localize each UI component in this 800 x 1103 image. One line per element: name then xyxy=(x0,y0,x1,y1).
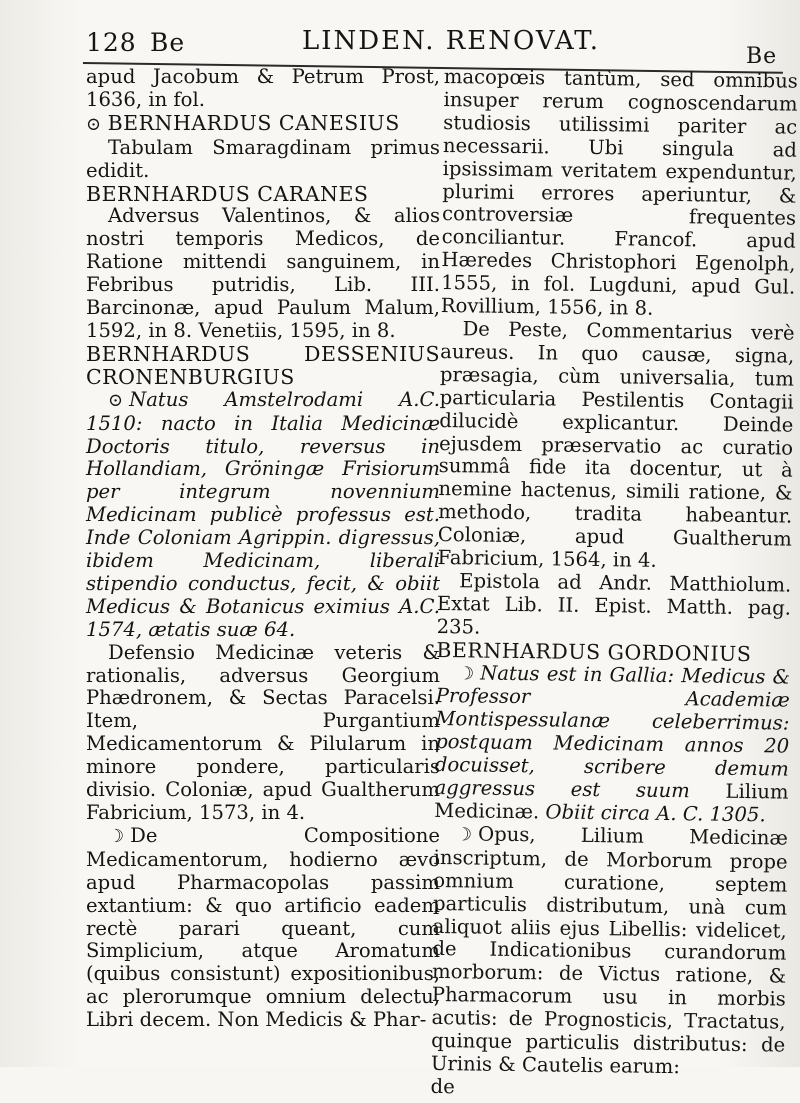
entry-text: Epistola ad Andr. Matthiolum. Extat Lib. II. Epist. Matth. pag. 235. xyxy=(436,569,792,639)
circle-dot-icon: ⊙ xyxy=(86,113,102,135)
author-heading: BERNHARDUS CARANES xyxy=(86,181,369,206)
author-heading: ⊙ BERNHARDUS CANESIUS xyxy=(86,110,400,135)
crescent-moon-icon: ☽ xyxy=(108,825,125,847)
author-heading: BERNHARDUS GORDONIUS xyxy=(436,637,752,666)
page-number: 128 xyxy=(86,28,137,57)
entry-text: ☽ Opus, Lilium Medicinæ inscriptum, de Morborum prope omnium curatione, septem particulis distributum, unà cum aliquot aliis ejus Libellis: videlicet, de Indicationibus curandorum morborum: de Victus ratione, & Pharmacorum usu in morbis acutis: de Prognosticis, Tractatus, quinque particulis distributus: de Urinis & Cautelis earum: xyxy=(430,822,789,1079)
entry-text: apud Jacobum & Petrum Prost, 1636, in fol. xyxy=(86,65,440,111)
header-letter-left: Be xyxy=(150,28,186,57)
author-heading: BERNHARDUS DESSENIUS CRONENBURGIUS xyxy=(86,341,440,389)
header-letter-right: Be xyxy=(746,44,778,69)
entry-text: macopœis tantùm, sed omnibus insuper rerum cognoscendarum studiosis utilissimi pariter ac necessarii. Ubi singula ad ipsissimam veritatem expenduntur, plurimi errores aperiuntur, & controversiæ frequentes conciliantur. Francof. apud Hæredes Christophori Egenolph, 1555, in fol. Lugduni, apud Gul. Rovillium, 1556, in 8. xyxy=(440,65,798,320)
left-column xyxy=(86,66,440,1032)
entry-text: ☽ De Compositione Medicamentorum, hodierno ævo apud Pharmacopolas passim extantium: & quo artificio eadem rectè parari queant, cum Simplicium, atque Aromatum (quibus consistunt) expositionibus, ac plerorumque omnium delectu, Libri decem. Non Medicis & Phar- xyxy=(86,823,440,1032)
crescent-moon-icon: ☽ xyxy=(457,662,475,685)
author-biography: ⊙ Natus Amstelrodami A.C. 1510: nacto in Italia Medicinæ Doctoris titulo, reversus in Hollandiam, Gröningæ Frisiorum per integrum novennium Medicinam publicè professus est. Inde Coloniam Agrippin. digressus, ibidem Medicinam, liberali stipendio conductus, fecit, & obiit Medicus & Botanicus eximius A.C. 1574, ætatis suæ 64. xyxy=(86,387,440,641)
entry-text: Defensio Medicinæ veteris & rationalis, adversus Georgium Phædronem, & Sectas Paracelsi. Item, Purgantium Medicamentorum & Pilularum in minore pondere, particularis divisio. Coloniæ, apud Gualtherum Fabricium, 1573, in 4. xyxy=(86,640,440,824)
catchword: de xyxy=(430,1074,455,1099)
entry-text: Tabulam Smaragdinam primus edidit. xyxy=(86,135,440,182)
entry-text: Adversus Valentinos, & alios nostri temporis Medicos, de Ratione mittendi sanguinem, in Febribus putridis, Lib. III. Barcinonæ, apud Paulum Malum, 1592, in 8. Venetiis, 1595, in 8. xyxy=(86,204,440,342)
author-biography: ☽ Natus est in Gallia: Medicus & Professor Academiæ Montispessulanæ celeberrimus: postquam Medicinam annos 20 docuisset, scribere demum aggressus est suum Lilium Medicinæ. Obiit circa A. C. 1305. xyxy=(434,661,791,827)
running-header xyxy=(0,0,800,69)
right-column xyxy=(430,66,797,1103)
crescent-moon-icon: ☽ xyxy=(455,824,473,846)
running-title: LINDEN. RENOVAT. xyxy=(302,26,601,56)
entry-text: De Peste, Commentarius verè aureus. In quo causæ, signa, præsagia, cùm universalia, tum particularia Pestilentis Contagii dilucidè explicantur. Deinde ejusdem præservatio ac curatio summâ fide ita docentur, ut à nemine hactenus, simili ratione, & methodo, tradita habeantur. Coloniæ, apud Gualtherum Fabricium, 1564, in 4. xyxy=(437,317,795,572)
circle-dot-icon: ⊙ xyxy=(108,389,124,411)
